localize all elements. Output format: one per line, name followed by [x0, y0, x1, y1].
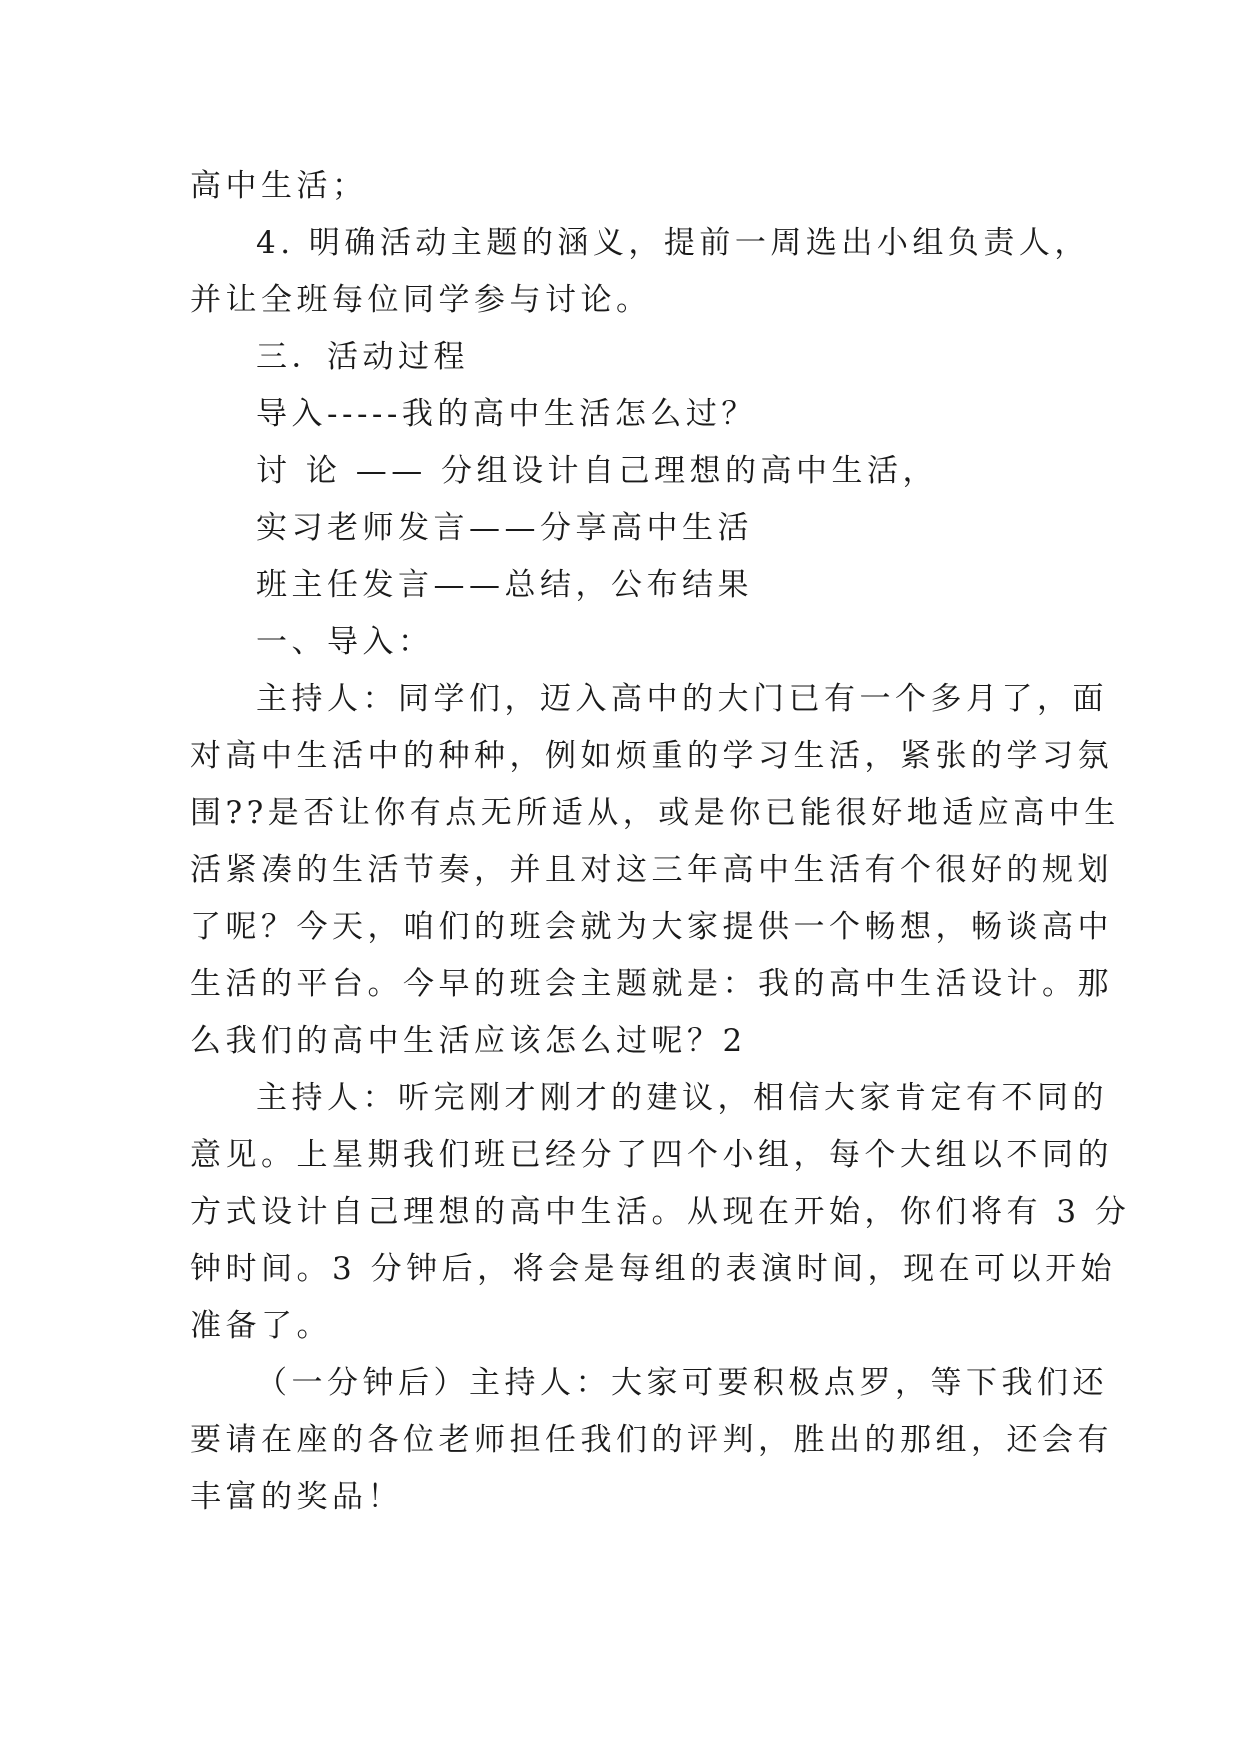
text-line: （一分钟后）主持人：大家可要积极点罗，等下我们还	[256, 1365, 1108, 1401]
text-line: 讨 论 —— 分组设计自己理想的高中生活，	[256, 453, 939, 489]
text-line: 生活的平台。今早的班会主题就是：我的高中生活设计。那	[190, 966, 1113, 1002]
text-line: 高中生活；	[190, 168, 368, 204]
text-line: 方式设计自己理想的高中生活。从现在开始，你们将有 3 分	[190, 1194, 1131, 1230]
text-line: 丰富的奖品！	[190, 1479, 403, 1515]
text-line: 主持人：同学们，迈入高中的大门已有一个多月了，面	[256, 681, 1108, 717]
text-line: 么我们的高中生活应该怎么过呢？2	[190, 1023, 747, 1059]
text-line: 主持人：听完刚才刚才的建议，相信大家肯定有不同的	[256, 1080, 1108, 1116]
text-line: 实习老师发言——分享高中生活	[256, 510, 753, 546]
section-heading: 三．活动过程	[256, 339, 469, 375]
text-line: 钟时间。3 分钟后，将会是每组的表演时间，现在可以开始	[190, 1251, 1117, 1287]
text-line: 准备了。	[190, 1308, 332, 1344]
text-line: 并让全班每位同学参与讨论。	[190, 282, 652, 318]
text-line: 了呢？今天，咱们的班会就为大家提供一个畅想，畅谈高中	[190, 909, 1113, 945]
text-line: 班主任发言——总结，公布结果	[256, 567, 753, 603]
body-text	[190, 158, 1131, 1526]
text-line: 4. 明确活动主题的涵义，提前一周选出小组负责人，	[256, 225, 1090, 261]
text-line: 对高中生活中的种种，例如烦重的学习生活，紧张的学习氛	[190, 738, 1113, 774]
section-heading: 一、导入：	[256, 624, 434, 660]
text-line: 活紧凑的生活节奏，并且对这三年高中生活有个很好的规划	[190, 852, 1113, 888]
text-line: 导入-----我的高中生活怎么过？	[256, 396, 757, 432]
text-line: 要请在座的各位老师担任我们的评判，胜出的那组，还会有	[190, 1422, 1113, 1458]
text-line: 意见。上星期我们班已经分了四个小组，每个大组以不同的	[190, 1137, 1113, 1173]
text-line: 围??是否让你有点无所适从，或是你已能很好地适应高中生	[190, 795, 1120, 831]
